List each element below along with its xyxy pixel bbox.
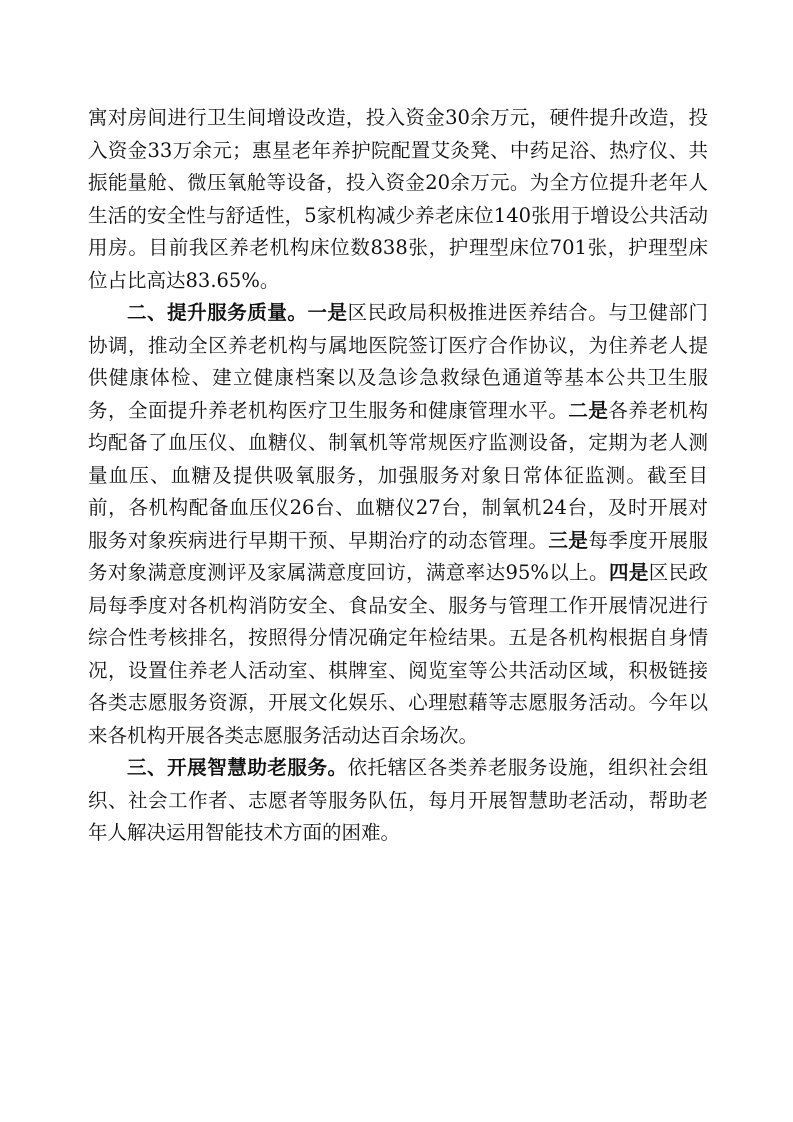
document-body xyxy=(88,102,708,850)
item-marker-2: 二是 xyxy=(568,398,609,422)
paragraph-text: 依托辖区各类养老服务设施，组织社会组织、社会工作者、志愿者等服务队伍，每月开展智慧助老活动，帮助老年人解决运用智能技术方面的困难。 xyxy=(88,756,708,844)
item-marker-1: 一是 xyxy=(307,301,348,324)
paragraph-smart-elderly-service xyxy=(88,752,708,850)
paragraph-service-quality xyxy=(88,297,708,752)
section-heading-smart-service: 三、开展智慧助老服务。 xyxy=(127,756,348,779)
paragraph-facility-upgrade xyxy=(88,102,708,297)
section-heading-service-quality: 二、提升服务质量。 xyxy=(127,301,308,324)
item-text-3: 每季度开展服务对象满意度测评及家属满意度回访，满意率达95%以上。 xyxy=(88,528,708,584)
item-text-1: 区民政局积极推进医养结合。与卫健部门协调，推动全区养老机构与属地医院签订医疗合作协议，为住养老人提供健康体检、建立健康档案以及急诊急救绿色通道等基本公共卫生服务，全面提升养老机构医疗卫生服务和健康管理水平。 xyxy=(88,301,708,422)
item-text-4: 区民政局每季度对各机构消防安全、食品安全、服务与管理工作开展情况进行综合性考核排名，按照得分情况确定年检结果。五是各机构根据自身情况，设置住养老人活动室、棋牌室、阅览室等公共活动区域，积极链接各类志愿服务资源，开展文化娱乐、心理慰藉等志愿服务活动。今年以来各机构开展各类志愿服务活动达百余场次。 xyxy=(88,561,708,747)
item-marker-4: 四是 xyxy=(608,561,649,584)
paragraph-text: 寓对房间进行卫生间增设改造，投入资金30余万元，硬件提升改造，投入资金33万余元；惠星老年养护院配置艾灸凳、中药足浴、热疗仪、共振能量舱、微压氧舱等设备，投入资金20余万元。为全方位提升老年人生活的安全性与舒适性，5家机构减少养老床位140张用于增设公共活动用房。目前我区养老机构床位数838张，护理型床位701张，护理型床位占比高达83.65%。 xyxy=(88,106,708,292)
item-text-2: 各养老机构均配备了血压仪、血糖仪、制氧机等常规医疗监测设备，定期为老人测量血压、血糖及提供吸氧服务，加强服务对象日常体征监测。截至目前，各机构配备血压仪26台、血糖仪27台，制氧机24台，及时开展对服务对象疾病进行早期干预、早期治疗的动态管理。 xyxy=(88,398,708,552)
item-marker-3: 三是 xyxy=(548,528,589,552)
